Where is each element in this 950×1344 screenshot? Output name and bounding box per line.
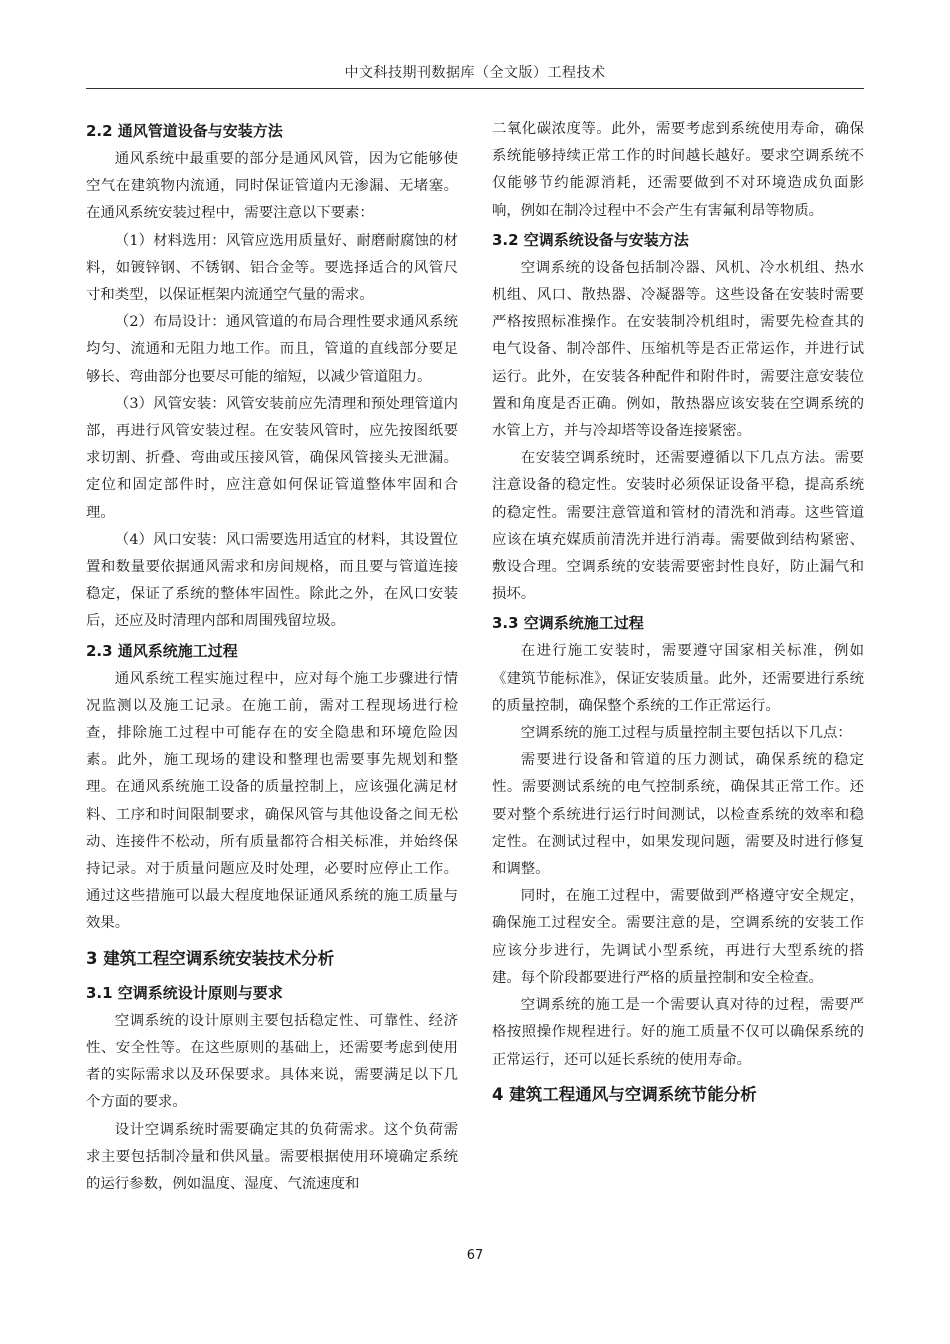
right-column (492, 116, 864, 1114)
paragraph: 空调系统的设计原则主要包括稳定性、可靠性、经济性、安全性等。在这些原则的基础上，还需要考虑到使用者的实际需求以及环保要求。具体来说，需要满足以下几个方面的要求。 (86, 1012, 458, 1111)
paragraph: 在进行施工安装时，需要遵守国家相关标准，例如《建筑节能标准》，保证安装质量。此外，还需要进行系统的质量控制，确保整个系统的工作正常运行。 (492, 643, 864, 714)
paragraph: 空调系统的设备包括制冷器、风机、冷水机组、热水机组、风口、散热器、冷凝器等。这些设备在安装时需要严格按照标准操作。在安装制冷机组时，需要先检查其的电气设备、制冷部件、压缩机等是否正常运作，并进行试运行。此外，在安装各种配件和附件时，需要注意安装位置和角度是否正确。例如，散热器应该安装在空调系统的水管上方，并与冷却塔等设备连接紧密。 (492, 259, 864, 440)
paragraph: 通风系统中最重要的部分是通风风管，因为它能够使空气在建筑物内流通，同时保证管道内无渗漏、无堵塞。在通风系统安装过程中，需要注意以下要素： (86, 151, 458, 222)
paragraph: 同时，在施工过程中，需要做到严格遵守安全规定，确保施工过程安全。需要注意的是，空调系统的安装工作应该分步进行，先调试小型系统，再进行大型系统的搭建。每个阶段都要进行严格的质量控制和安全检查。 (492, 888, 864, 986)
paragraph: 通风系统工程实施过程中，应对每个施工步骤进行情况监测以及施工记录。在施工前，需对工程现场进行检查，排除施工过程中可能存在的安全隐患和环境危险因素。此外，施工现场的建设和整理也需要事先规划和整理。在通风系统施工设备的质量控制上，应该强化满足材料、工序和时间限制要求，确保风管与其他设备之间无松动、连接件不松动，所有质量都符合相关标准，并始终保持记录。对于质量问题应及时处理，必要时应停止工作。通过这些措施可以最大程度地保证通风系统的施工质量与效果。 (86, 670, 458, 932)
paragraph: 空调系统的施工过程与质量控制主要包括以下几点： (520, 725, 852, 742)
paragraph: （1）材料选用：风管应选用质量好、耐磨耐腐蚀的材料，如镀锌钢、不锈钢、铝合金等。要选择适合的风管尺寸和类型，以保证框架内流通空气量的需求。 (86, 232, 458, 304)
section-3-heading: 3 建筑工程空调系统安装技术分析 (86, 948, 335, 968)
section-2-3-heading: 2.3 通风系统施工过程 (86, 641, 238, 660)
section-4-heading: 4 建筑工程通风与空调系统节能分析 (492, 1084, 757, 1104)
page-number: 67 (466, 1248, 484, 1263)
section-3-2-heading: 3.2 空调系统设备与安装方法 (492, 230, 689, 249)
paragraph: 需要进行设备和管道的压力测试，确保系统的稳定性。需要测试系统的电气控制系统，确保其正常工作。还要对整个系统进行运行时间测试，以检查系统的效率和稳定性。在测试过程中，如果发现问题，需要及时进行修复和调整。 (492, 752, 864, 878)
paragraph: 空调系统的施工是一个需要认真对待的过程，需要严格按照操作规程进行。好的施工质量不仅可以确保系统的正常运行，还可以延长系统的使用寿命。 (492, 997, 864, 1068)
paragraph: 设计空调系统时需要确定其的负荷需求。这个负荷需求主要包括制冷量和供风量。需要根据使用环境确定系统的运行参数，例如温度、湿度、气流速度和 (86, 1121, 458, 1192)
left-column (86, 116, 458, 1198)
paragraph-continued: 二氧化碳浓度等。此外，需要考虑到系统使用寿命，确保系统能够持续正常工作的时间越长越好。要求空调系统不仅能够节约能源消耗，还需要做到不对环境造成负面影响，例如在制冷过程中不会产生有害氟利昂等物质。 (492, 121, 864, 219)
section-3-3-heading: 3.3 空调系统施工过程 (492, 614, 644, 633)
paragraph: （2）布局设计：通风管道的布局合理性要求通风系统均匀、流通和无阻力地工作。而且，管道的直线部分要足够长、弯曲部分也要尽可能的缩短，以减少管道阻力。 (86, 314, 458, 385)
section-3-1-heading: 3.1 空调系统设计原则与要求 (86, 983, 283, 1002)
journal-header: 中文科技期刊数据库（全文版）工程技术 (344, 65, 606, 81)
paragraph: （4）风口安装：风口需要选用适宜的材料，其设置位置和数量要依据通风需求和房间规格，而且要与管道连接稳定，保证了系统的整体牢固性。除此之外，在风口安装后，还应及时清理内部和周围残留垃圾。 (86, 531, 458, 630)
section-2-2-heading: 2.2 通风管道设备与安装方法 (86, 122, 283, 140)
paragraph: 在安装空调系统时，还需要遵循以下几点方法。需要注意设备的稳定性。安装时必须保证设备平稳，提高系统的稳定性。需要注意管道和管材的清洗和消毒。这些管道应该在填充媒质前清洗并进行消毒。需要做到结构紧密、敷设合理。空调系统的安装需要密封性良好，防止漏气和损坏。 (492, 450, 864, 603)
paragraph: （3）风管安装：风管安装前应先清理和预处理管道内部，再进行风管安装过程。在安装风管时，应先按图纸要求切割、折叠、弯曲或压接风管，确保风管接头无泄漏。定位和固定部件时，应注意如何保证管道整体牢固和合理。 (86, 395, 458, 521)
header-divider (86, 88, 864, 89)
